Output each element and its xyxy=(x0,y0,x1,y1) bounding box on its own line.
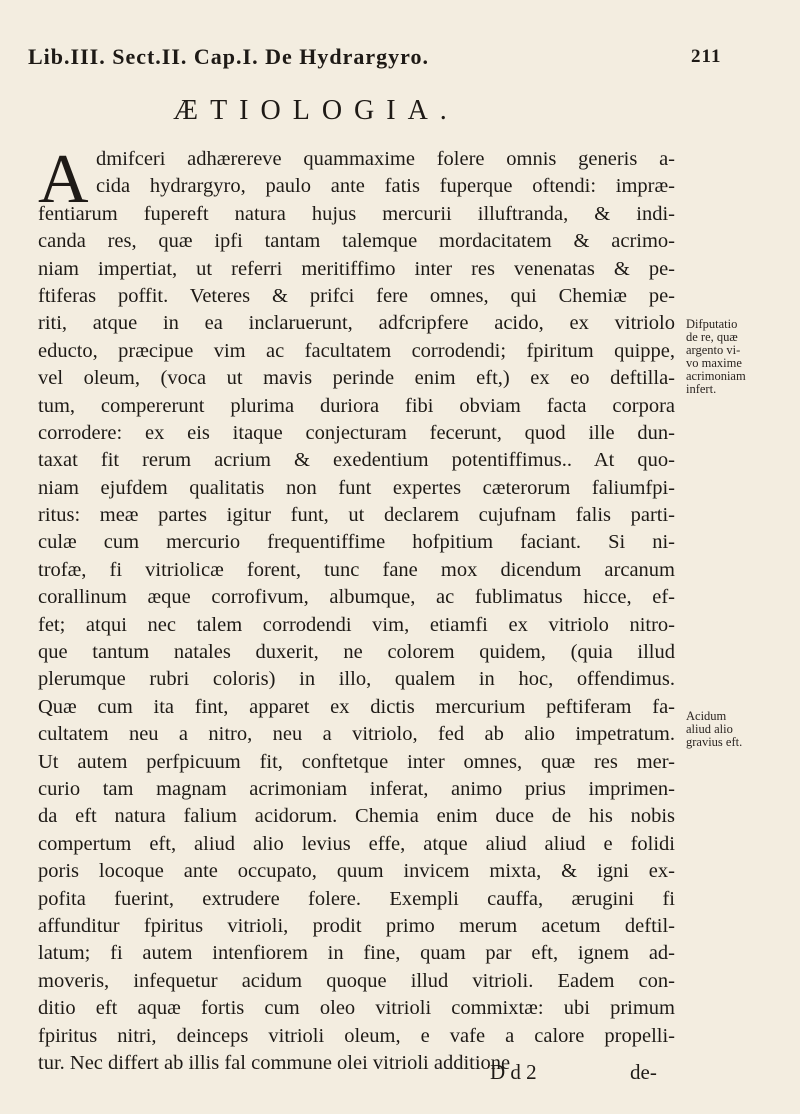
text-line: tum, compererunt plurima duriora fibi obviam facta corpora xyxy=(38,394,675,417)
text-line: Ut autem perfpicuum fit, conftetque inter omnes, quæ res mer- xyxy=(38,750,675,773)
text-line: culæ cum mercurio frequentiffime hofpitium faciant. Si ni- xyxy=(38,531,675,554)
body-text xyxy=(38,141,675,1077)
margin-note-line: de re, quæ xyxy=(686,330,738,344)
text-line: corallinum æque corrofivum, albumque, ac fublimatus hicce, ef- xyxy=(38,586,675,609)
text-line: Quæ cum ita fint, apparet ex dictis mercurium peftiferam fa- xyxy=(38,695,675,718)
text-line: curio tam magnam acrimoniam inferat, animo prius imprimen- xyxy=(38,777,675,800)
text-line: ditio eft aquæ fortis cum oleo vitrioli commixtæ: ubi primum xyxy=(38,997,675,1020)
margin-note-line: gravius eft. xyxy=(686,735,743,749)
text-line: da eft natura falium acidorum. Chemia enim duce de his nobis xyxy=(38,805,675,828)
text-line: canda res, quæ ipfi tantam talemque mordacitatem & acrimo- xyxy=(38,230,675,253)
text-line: fentiarum fupereft natura hujus mercurii illuftranda, & indi- xyxy=(38,202,675,225)
text-line: que tantum natales duxerit, ne colorem quidem, (quia illud xyxy=(38,641,675,664)
text-line: fet; atqui nec talem corrodendi vim, etiamfi ex vitriolo nitro- xyxy=(38,613,675,636)
text-line: ritus: meæ partes igitur funt, ut declarem cujufnam falis parti- xyxy=(38,504,675,527)
text-line: cida hydrargyro, paulo ante fatis fuperque oftendi: impræ- xyxy=(96,175,675,198)
margin-note-line: vo maxime xyxy=(686,356,742,370)
text-line: corrodere: ex eis itaque conjecturam fecerunt, quod ille dun- xyxy=(38,421,675,444)
text-line: niam impertiat, ut referri meritiffimo inter res venenatas & pe- xyxy=(38,257,675,280)
margin-note-disputatio xyxy=(686,318,786,396)
margin-note-line: Difputatio xyxy=(686,317,738,331)
text-line: plerumque rubri coloris) in illo, qualem in hoc, offendimus. xyxy=(38,668,675,691)
text-line: tur. Nec differt ab illis fal commune olei vitrioli additione xyxy=(38,1051,511,1074)
text-line: compertum eft, aliud alio levius effe, atque aliud aliud e folidi xyxy=(38,832,675,855)
text-line: niam ejufdem qualitatis non funt expertes cæterorum faliumfpi- xyxy=(38,476,675,499)
signature-mark: D d 2 xyxy=(490,1060,537,1084)
running-header xyxy=(28,44,728,70)
margin-note-line: Acidum xyxy=(686,709,727,723)
margin-note-line: argento vi- xyxy=(686,343,741,357)
text-line: poris locoque ante occupato, quum invicem mixta, & igni ex- xyxy=(38,860,675,883)
margin-note-acidum xyxy=(686,710,786,749)
page-number: 211 xyxy=(691,46,722,67)
text-line: ftiferas poffit. Veteres & prifci fere omnes, qui Chemiæ pe- xyxy=(38,284,675,307)
text-line: trofæ, fi vitriolicæ forent, tunc fane mox dicendum arcanum xyxy=(38,558,675,581)
text-line: dmifceri adhærereve quammaxime folere omnis generis a- xyxy=(96,148,675,170)
margin-note-line: infert. xyxy=(686,382,717,396)
text-line: taxat fit rerum acrium & exedentium potentiffimus.. At quo- xyxy=(38,449,675,472)
text-line: educto, præcipue vim ac facultatem corrodendi; fpiritum quippe, xyxy=(38,339,675,362)
text-line: cultatem neu a nitro, neu a vitriolo, fed ab alio impetratum. xyxy=(38,723,675,746)
text-line: fpiritus nitri, deinceps vitrioli oleum, e vafe a calore propelli- xyxy=(38,1024,675,1047)
text-line: latum; fi autem intenfiorem in fine, quam par eft, ignem ad- xyxy=(38,942,675,965)
text-line: pofita fuerint, extrudere folere. Exempli cauffa, ærugini fi xyxy=(38,887,675,910)
catchword: de- xyxy=(630,1060,657,1084)
text-line: vel oleum, (voca ut mavis perinde enim eft,) ex eo deftilla- xyxy=(38,367,675,390)
margin-note-line: aliud alio xyxy=(686,722,733,736)
drop-cap: A xyxy=(38,141,89,218)
margin-note-line: acrimoniam xyxy=(686,369,746,383)
text-line: moveris, infequetur acidum quoque illud vitrioli. Eadem con- xyxy=(38,969,675,992)
text-line: affunditur fpiritus vitrioli, prodit primo merum acetum deftil- xyxy=(38,914,675,937)
running-title: Lib.III. Sect.II. Cap.I. De Hydrargyro. xyxy=(28,44,430,69)
section-title: ÆTIOLOGIA. xyxy=(173,95,459,126)
text-line: riti, atque in ea inclaruerunt, adfcripfere acido, ex vitriolo xyxy=(38,312,675,335)
